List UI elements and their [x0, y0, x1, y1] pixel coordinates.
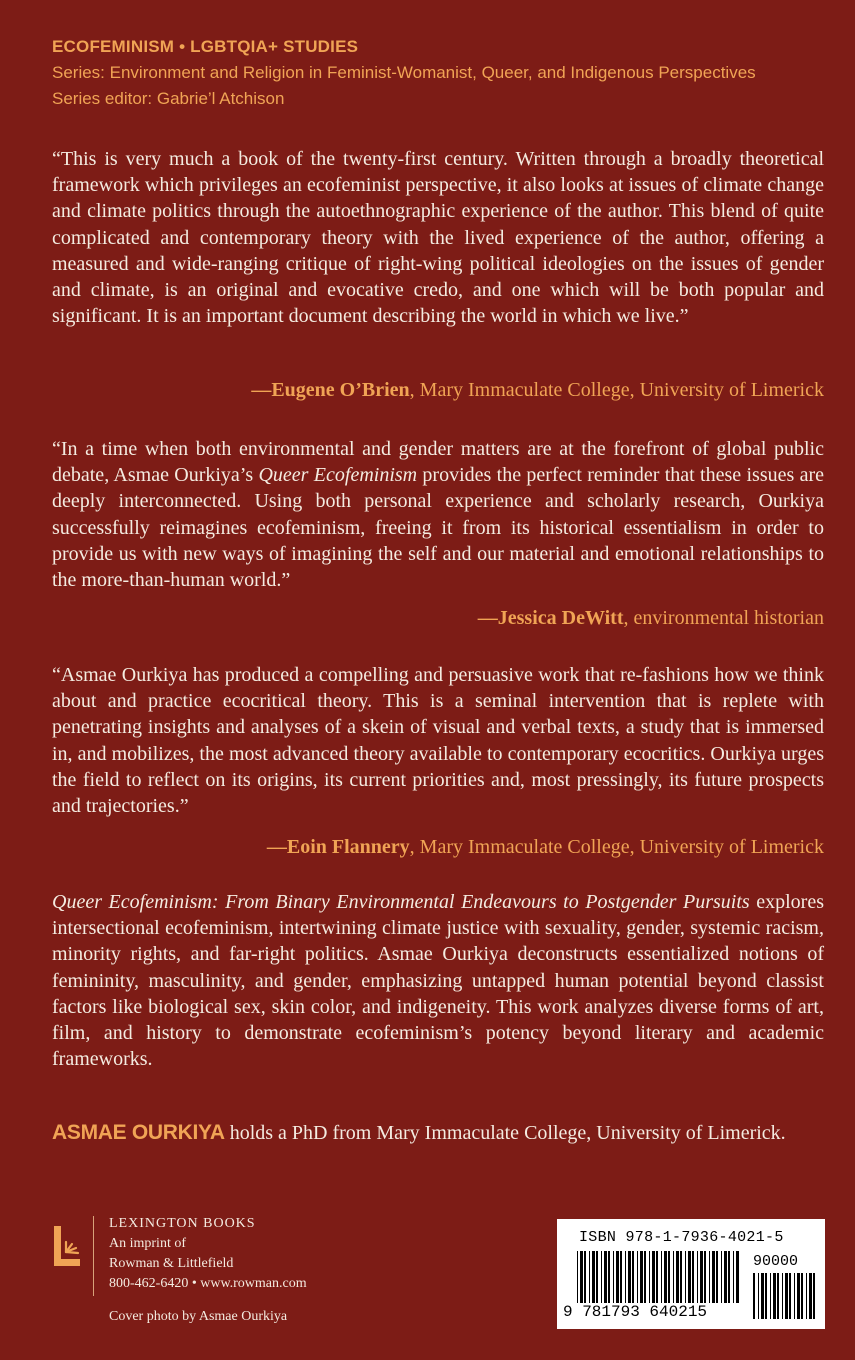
barcode-bar: [592, 1251, 595, 1303]
barcode-bar: [797, 1273, 800, 1319]
blurb-2-text-a: “In a time when both environmental and gender matters are at the forefront of global public debate, Asmae Ourkiya’s: [52, 438, 824, 487]
series-header: [52, 34, 832, 112]
blurb-1: “This is very much a book of the twenty-first century. Written through a broadly theoretical framework which privileges an ecofeminist perspective, it also looks at issues of climate change and climate politics through the autoethnographic experience of the author. This blend of quite complicated and contemporary theory with the lived experience of the author, offering a measured and wide-ranging critique of right-wing political ideologies on the issues of gender and climate, is an original and evocative credo, and one which will be both popular and significant. It is an important document describing the world in which we live.”: [52, 148, 824, 328]
barcode-bar: [616, 1251, 619, 1303]
barcode-bar: [640, 1251, 643, 1303]
barcode-bar: [676, 1251, 679, 1303]
barcode-bar: [692, 1251, 694, 1303]
blurb-3: “Asmae Ourkiya has produced a compelling and persuasive work that re-fashions how we think about and practice ecocritical theory. This is a seminal intervention that is replete with penetrating insights and analyses of a skein of visual and verbal texts, a study that is immersed in, and mobilizes, the most advanced theory available to contemporary ecocritics. Ourkiya urges the field to reflect on its origins, its current priorities and, most pressingly, its future prospects and trajectories.”: [52, 664, 824, 818]
barcode-bar: [589, 1251, 590, 1303]
lexington-logo-icon: [52, 1224, 84, 1268]
author-bio-text: holds a PhD from Mary Immaculate College, University of Limerick.: [224, 1122, 786, 1144]
publisher-name: LEXINGTON BOOKS: [109, 1216, 256, 1231]
barcode-bar: [668, 1251, 670, 1303]
publisher-info: [109, 1214, 307, 1294]
series-editor: Series editor: Gabrie’l Atchison: [52, 89, 285, 108]
barcode-bar: [733, 1251, 734, 1303]
barcode-bar: [724, 1251, 727, 1303]
barcode-bar: [688, 1251, 691, 1303]
barcode-bar: [801, 1273, 803, 1319]
blurb-2: [52, 436, 824, 593]
barcode-bar: [596, 1251, 598, 1303]
barcode-bar: [716, 1251, 718, 1303]
publisher-contact: 800-462-6420 • www.rowman.com: [109, 1276, 307, 1291]
blurb-2-affiliation: , environmental historian: [623, 607, 824, 629]
barcode-bar: [813, 1273, 815, 1319]
barcode-bar: [644, 1251, 646, 1303]
barcode-bar: [613, 1251, 614, 1303]
barcode-bar: [777, 1273, 779, 1319]
book-title: Queer Ecofeminism: From Binary Environmental Endeavours to Postgender Pursuits: [52, 891, 750, 913]
barcode-bar: [721, 1251, 722, 1303]
barcode-bar: [628, 1251, 631, 1303]
barcode-bar: [652, 1251, 655, 1303]
barcode-bar: [782, 1273, 783, 1319]
barcode-bar: [580, 1251, 583, 1303]
barcode-bar: [809, 1273, 812, 1319]
category-label: ECOFEMINISM • LGBTQIA+ STUDIES: [52, 37, 359, 56]
blurb-1-attribution: [251, 377, 824, 403]
book-description: [52, 889, 824, 1072]
description-text: explores intersectional ecofeminism, intertwining climate justice with sexuality, gender, systemic racism, minority rights, and far-right politics. Asmae Ourkiya deconstructs essentialized notions of femininity, masculinity, and gender, emphasizing untapped human potential beyond classist factors like biological sex, skin color, and indigeneity. This work analyzes diverse forms of art, film, and history to demonstrate ecofeminism’s potency beyond literary and academic frameworks.: [52, 891, 824, 1071]
price-code: 90000: [753, 1253, 799, 1270]
barcode-bar: [637, 1251, 638, 1303]
barcode-bar: [577, 1251, 578, 1303]
barcode-bar: [709, 1251, 710, 1303]
barcode-bar: [664, 1251, 667, 1303]
barcode-bar: [601, 1251, 602, 1303]
isbn-barcode: [557, 1219, 825, 1329]
blurb-2-name: —Jessica DeWitt: [477, 607, 624, 629]
barcode-bar: [700, 1251, 703, 1303]
barcode-bar: [770, 1273, 771, 1319]
barcode-digits: 9 781793 640215: [563, 1303, 708, 1321]
barcode-bar: [685, 1251, 686, 1303]
blurb-2-book-title: Queer Ecofeminism: [258, 464, 418, 487]
barcode-bar: [604, 1251, 607, 1303]
barcode-bar: [728, 1251, 730, 1303]
photo-credit: Cover photo by Asmae Ourkiya: [109, 1309, 288, 1324]
barcode-bar: [736, 1251, 739, 1303]
blurb-1-affiliation: , Mary Immaculate College, University of Limerick: [409, 379, 824, 401]
publisher-imprint: An imprint of: [109, 1236, 186, 1251]
barcode-bar: [758, 1273, 759, 1319]
barcode-bar: [680, 1251, 682, 1303]
barcode-bar: [584, 1251, 586, 1303]
barcode-bar: [761, 1273, 764, 1319]
barcode-bar: [697, 1251, 698, 1303]
barcode-bar: [704, 1251, 706, 1303]
author-name: ASMAE OURKIYA: [52, 1121, 225, 1144]
blurb-3-attribution: [267, 834, 824, 860]
series-title: Series: Environment and Religion in Feminist-Womanist, Queer, and Indigenous Perspectives: [52, 63, 756, 82]
blurb-3-name: —Eoin Flannery: [266, 836, 410, 858]
publisher-divider: [93, 1216, 94, 1296]
barcode-bar: [673, 1251, 674, 1303]
barcode-bar: [632, 1251, 634, 1303]
barcode-bar: [608, 1251, 610, 1303]
blurb-2-text-b: provides the perfect reminder that these issues are deeply interconnected. Using both personal experience and scholarly research, Ourkiya successfully reimagines ecofeminism, freeing it from its historical essentialism in order to provide us with new ways of imagining the self and our material and emotional relationships to the more-than-human world.”: [52, 464, 825, 592]
barcode-bar: [794, 1273, 795, 1319]
blurb-1-name: —Eugene O’Brien: [251, 379, 410, 401]
barcode-bar: [649, 1251, 650, 1303]
barcode-bar: [785, 1273, 788, 1319]
barcode-bar: [806, 1273, 807, 1319]
barcode-bar: [789, 1273, 791, 1319]
barcode-bar: [625, 1251, 626, 1303]
barcode-bar: [765, 1273, 767, 1319]
barcode-bar: [753, 1273, 755, 1319]
isbn-label: ISBN 978-1-7936-4021-5: [579, 1229, 784, 1246]
publisher-parent: Rowman & Littlefield: [109, 1256, 234, 1271]
barcode-bar: [620, 1251, 622, 1303]
blurb-3-affiliation: , Mary Immaculate College, University of Limerick: [409, 836, 824, 858]
barcode-bar: [656, 1251, 658, 1303]
blurb-2-attribution: [478, 605, 824, 631]
barcode-bar: [712, 1251, 715, 1303]
barcode-bar: [773, 1273, 776, 1319]
barcode-bar: [661, 1251, 662, 1303]
author-bio: [52, 1120, 832, 1146]
